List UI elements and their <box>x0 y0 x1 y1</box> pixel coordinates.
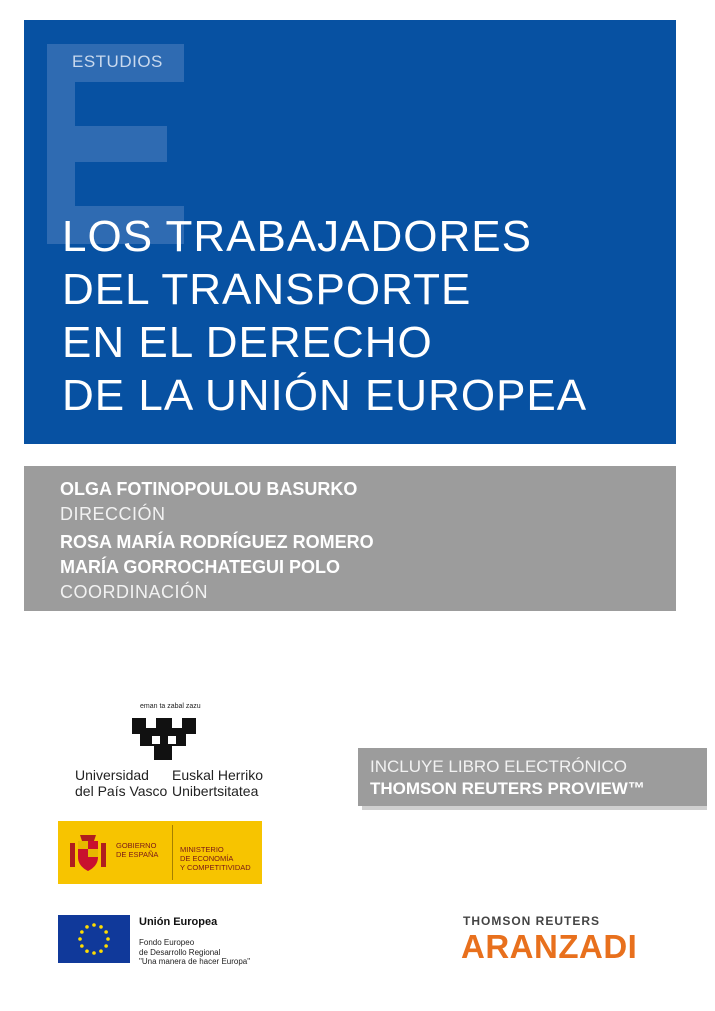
director-role: DIRECCIÓN <box>60 504 166 524</box>
gobierno-line-2: DE ESPAÑA <box>116 850 159 859</box>
proview-line-1: INCLUYE LIBRO ELECTRÓNICO <box>370 757 627 776</box>
eu-star <box>99 949 103 953</box>
coordinator-name-1: ROSA MARÍA RODRÍGUEZ ROMERO <box>60 532 374 552</box>
eu-stars <box>58 915 130 963</box>
upv-right-line-2: Unibertsitatea <box>172 783 259 799</box>
eu-star <box>85 925 89 929</box>
eu-star <box>80 944 84 948</box>
title-line-2: DEL TRANSPORTE <box>62 265 472 314</box>
eu-title: Unión Europea <box>139 916 218 928</box>
eu-flag-icon <box>58 915 130 963</box>
title-line-1: LOS TRABAJADORES <box>62 212 532 261</box>
ministerio-line-3: Y COMPETITIVIDAD <box>180 863 251 872</box>
upv-motto: eman ta zabal zazu <box>140 703 201 710</box>
coat-of-arms-icon <box>68 833 108 873</box>
proview-banner <box>358 748 707 806</box>
eu-star <box>99 925 103 929</box>
eu-line-2: de Desarrollo Regional <box>139 947 221 957</box>
eu-star <box>85 949 89 953</box>
ministerio-line-1: MINISTERIO <box>180 845 224 854</box>
eu-star <box>104 944 108 948</box>
ministerio-text <box>180 845 251 872</box>
ministerio-line-2: DE ECONOMÍA <box>180 854 234 863</box>
eu-star <box>104 930 108 934</box>
eu-line-3: "Una manera de hacer Europa" <box>139 957 251 966</box>
eu-star <box>80 930 84 934</box>
upv-logo-icon <box>128 712 200 766</box>
upv-spanish-name <box>75 767 167 799</box>
publisher-logo: ARANZADI <box>461 928 638 965</box>
book-title <box>62 210 662 422</box>
eu-line-1: Fondo Europeo <box>139 938 195 947</box>
publisher-group: THOMSON REUTERS <box>463 914 601 928</box>
eu-star <box>78 937 82 941</box>
eu-star <box>106 937 110 941</box>
eu-fund-text <box>139 938 250 967</box>
title-panel <box>24 20 676 444</box>
gobierno-logo <box>58 821 262 884</box>
gobierno-divider <box>172 825 173 880</box>
coordinator-name-2: MARÍA GORROCHATEGUI POLO <box>60 557 340 577</box>
eu-star <box>92 951 96 955</box>
eu-star <box>92 923 96 927</box>
proview-line-2: THOMSON REUTERS PROVIEW™ <box>370 779 645 798</box>
coordinator-role: COORDINACIÓN <box>60 582 209 602</box>
series-label: ESTUDIOS <box>72 52 163 71</box>
gobierno-text <box>116 841 158 859</box>
upv-right-line-1: Euskal Herriko <box>172 767 264 783</box>
title-line-3: EN EL DERECHO <box>62 318 433 367</box>
title-line-4: DE LA UNIÓN EUROPEA <box>62 371 588 420</box>
credits-panel <box>24 466 676 611</box>
gobierno-line-1: GOBIERNO <box>116 841 157 850</box>
upv-basque-name <box>172 767 263 799</box>
director-name: OLGA FOTINOPOULOU BASURKO <box>60 479 358 499</box>
upv-left-line-2: del País Vasco <box>75 783 168 799</box>
upv-left-line-1: Universidad <box>75 767 149 783</box>
